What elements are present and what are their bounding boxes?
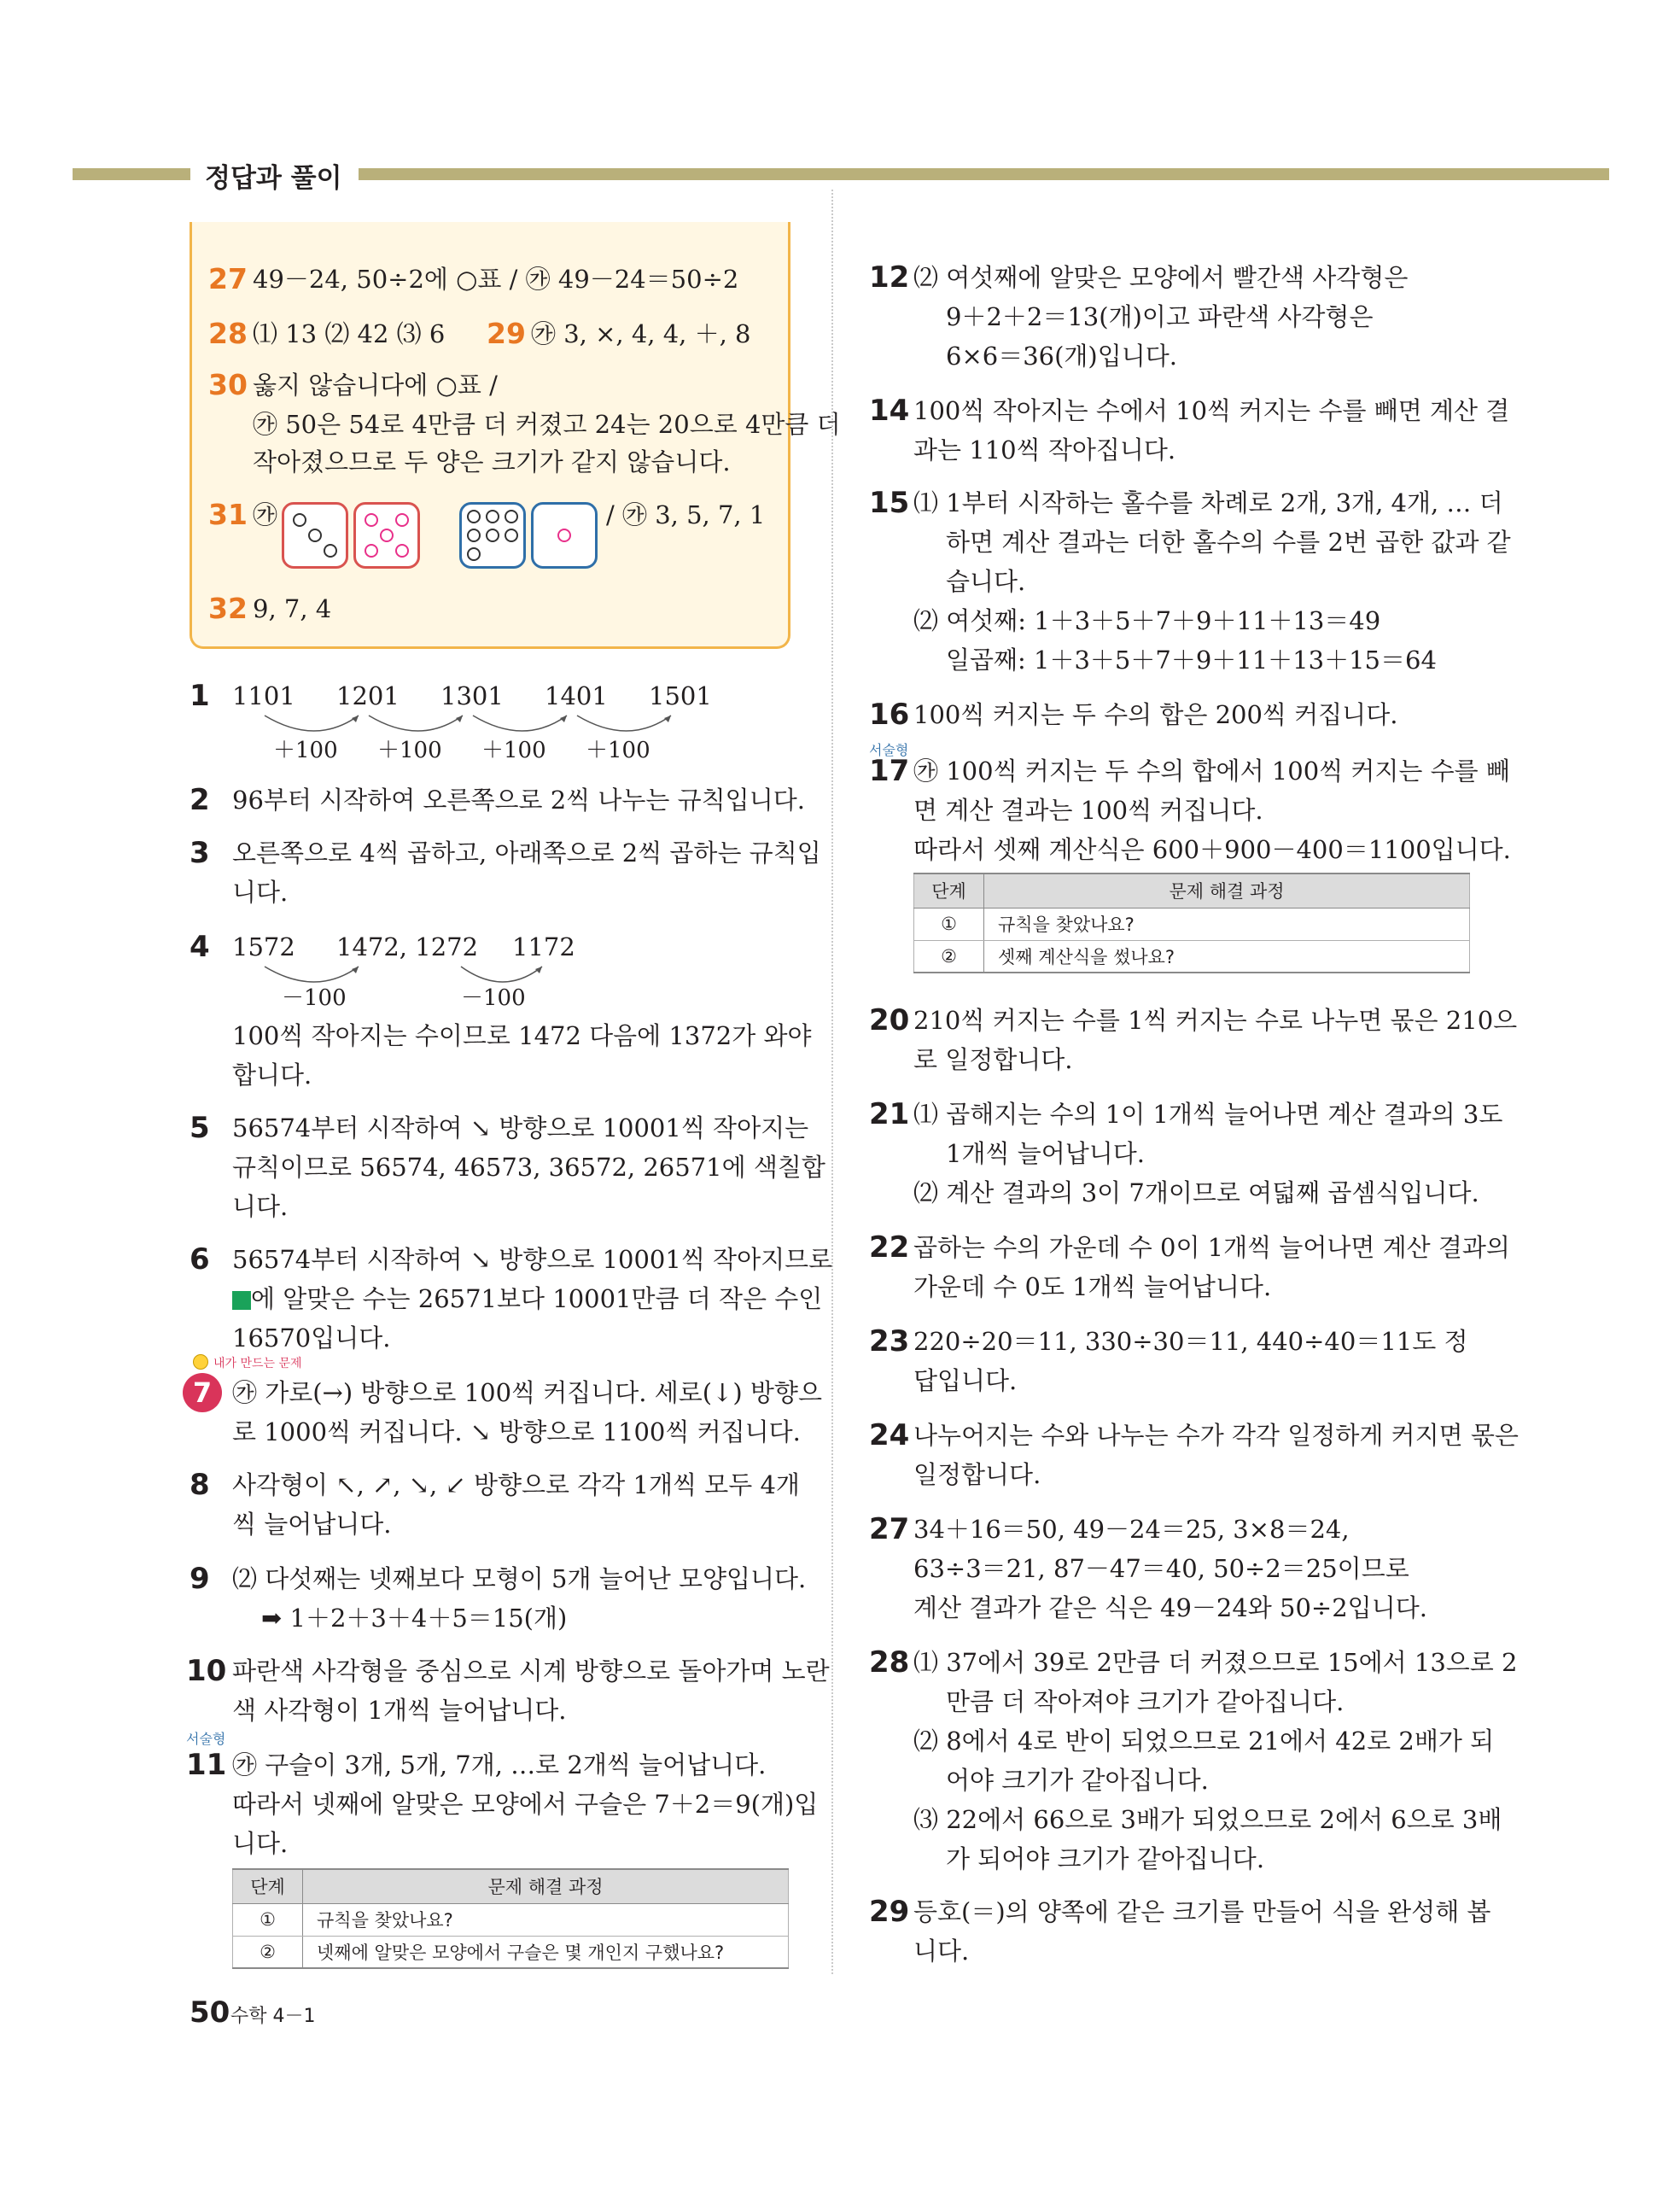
q15-line1: ⑴ 1부터 시작하는 홀수를 차례로 2개, 3개, 4개, … 더: [913, 488, 1503, 517]
table-row: [914, 940, 1470, 973]
q28-line5: ⑶ 22에서 66으로 3배가 되었으므로 2에서 6으로 3배: [913, 1805, 1502, 1834]
q1-step-3: ＋100: [481, 738, 546, 763]
q4-step-1: －100: [282, 985, 347, 1011]
q10-number: 10: [186, 1654, 227, 1688]
smile-icon: [193, 1354, 208, 1370]
q15-line3: 습니다.: [946, 567, 1026, 596]
q20-line2: 로 일정합니다.: [913, 1045, 1073, 1074]
q12-line3: 6×6＝36(개)입니다.: [946, 342, 1178, 371]
q11-tag: 서술형: [186, 1731, 226, 1747]
q8-line1: 사각형이 ↖, ↗, ↘, ↙ 방향으로 각각 1개씩 모두 4개: [232, 1470, 800, 1499]
q6-line3: 16570입니다.: [232, 1323, 391, 1353]
header-bar-right: [359, 168, 1609, 180]
q6-line2-wrap: [232, 1279, 822, 1318]
q2-text: 96부터 시작하여 오른쪽으로 2씩 나누는 규칙입니다.: [232, 786, 805, 815]
q1-value-1: 1101: [232, 681, 295, 710]
q11-row2-step: ②: [233, 1936, 303, 1968]
q23-line2: 답입니다.: [913, 1366, 1018, 1395]
table-row: [233, 1936, 789, 1968]
q1-value-5: 1501: [649, 681, 712, 710]
q22-number: 22: [869, 1230, 910, 1265]
q3-line1: 오른쪽으로 4씩 곱하고, 아래쪽으로 2씩 곱하는 규칙입: [232, 838, 821, 868]
box-answer-27: 49－24, 50÷2에 ○표 / ㉮ 49－24＝50÷2: [253, 265, 739, 294]
q1-step-2: ＋100: [377, 738, 442, 763]
q17-line2: 면 계산 결과는 100씩 커집니다.: [913, 796, 1263, 825]
q11-number: 11: [186, 1748, 227, 1782]
q5-line3: 니다.: [232, 1192, 289, 1221]
q27-number: 27: [869, 1512, 910, 1546]
q22-line1: 곱하는 수의 가운데 수 0이 1개씩 늘어나면 계산 결과의: [913, 1233, 1510, 1262]
table-row: [233, 1903, 789, 1936]
q15-line4: ⑵ 여섯째: 1＋3＋5＋7＋9＋11＋13＝49: [913, 606, 1381, 635]
q7-number: 7: [183, 1373, 222, 1412]
q6-line2: 에 알맞은 수는 26571보다 10001만큼 더 작은 수인: [251, 1284, 823, 1313]
q11-table: [232, 1868, 789, 1969]
q17-line1: ㉮ 100씩 커지는 두 수의 합에서 100씩 커지는 수를 빼: [913, 757, 1510, 786]
q28-number: 28: [869, 1645, 910, 1680]
box-answer-28: ⑴ 13 ⑵ 42 ⑶ 6: [253, 319, 446, 348]
q7-line1: ㉮ 가로(→) 방향으로 100씩 커집니다. 세로(↓) 방향으: [232, 1378, 822, 1407]
q17-number: 17: [869, 754, 910, 788]
q15-number: 15: [869, 486, 910, 520]
q15-line2: 하면 계산 결과는 더한 홀수의 수를 2번 곱한 값과 같: [946, 528, 1511, 557]
box-number-29: 29: [487, 317, 526, 350]
q28-line3: ⑵ 8에서 4로 반이 되었으므로 21에서 42로 2배가 되: [913, 1727, 1495, 1756]
q17-row1-step: ①: [914, 908, 984, 940]
green-square-icon: [232, 1291, 251, 1310]
q6-line1: 56574부터 시작하여 ↘ 방향으로 10001씩 작아지므로: [232, 1245, 833, 1274]
q17-row1-text: 규칙을 찾았나요?: [984, 908, 1470, 940]
q11-table-header-step: 단계: [233, 1869, 303, 1903]
q14-number: 14: [869, 394, 910, 428]
q23-line1: 220÷20＝11, 330÷30＝11, 440÷40＝11도 정: [913, 1327, 1468, 1356]
box-answer-32: 9, 7, 4: [253, 594, 332, 623]
q14-line2: 과는 110씩 작아집니다.: [913, 435, 1176, 464]
q4-line1: 100씩 작아지는 수이므로 1472 다음에 1372가 와야: [232, 1021, 812, 1050]
die-one-blue: [531, 502, 598, 569]
q28-line4: 어야 크기가 같아집니다.: [946, 1766, 1209, 1795]
q8-line2: 씩 늘어납니다.: [232, 1510, 392, 1539]
q28-line1: ⑴ 37에서 39로 2만큼 더 커졌으므로 15에서 13으로 2: [913, 1648, 1518, 1677]
q21-line3: ⑵ 계산 결과의 3이 7개이므로 여덟째 곱셈식입니다.: [913, 1178, 1479, 1207]
q3-number: 3: [190, 836, 210, 870]
q9-line2: ➡ 1＋2＋3＋4＋5＝15(개): [261, 1604, 568, 1633]
q10-line2: 색 사각형이 1개씩 늘어납니다.: [232, 1696, 567, 1725]
q21-number: 21: [869, 1097, 910, 1131]
q12-line2: 9＋2＋2＝13(개)이고 파란색 사각형은: [946, 302, 1374, 331]
q17-table-header-process: 문제 해결 과정: [984, 873, 1470, 908]
q6-number: 6: [190, 1242, 210, 1277]
q29-number: 29: [869, 1895, 910, 1929]
q11-line1: ㉮ 구슬이 3개, 5개, 7개, …로 2개씩 늘어납니다.: [232, 1750, 767, 1779]
q11-line3: 니다.: [232, 1829, 289, 1858]
q27-line3: 계산 결과가 같은 식은 49－24와 50÷2입니다.: [913, 1593, 1427, 1622]
q24-number: 24: [869, 1418, 910, 1452]
q4-line2: 합니다.: [232, 1060, 312, 1090]
q10-line1: 파란색 사각형을 중심으로 시계 방향으로 돌아가며 노란: [232, 1656, 830, 1686]
q3-line2: 니다.: [232, 878, 289, 907]
die-seven-blue: [459, 502, 526, 569]
q1-value-3: 1301: [440, 681, 504, 710]
q15-line5: 일곱째: 1＋3＋5＋7＋9＋11＋13＋15＝64: [946, 646, 1437, 675]
q21-line2: 1개씩 늘어납니다.: [946, 1139, 1145, 1168]
box-number-32: 32: [208, 592, 248, 625]
q1-value-4: 1401: [545, 681, 608, 710]
box-number-28: 28: [208, 317, 248, 350]
book-title: 수학 4－1: [230, 2006, 316, 2027]
q12-line1: ⑵ 여섯째에 알맞은 모양에서 빨간색 사각형은: [913, 263, 1409, 292]
q5-number: 5: [190, 1111, 210, 1145]
q1-value-2: 1201: [336, 681, 400, 710]
table-row: [914, 908, 1470, 940]
q1-step-4: ＋100: [586, 738, 650, 763]
q7-line2: 로 1000씩 커집니다. ↘ 방향으로 1100씩 커집니다.: [232, 1417, 801, 1446]
q2-number: 2: [190, 783, 210, 817]
box-number-27: 27: [208, 262, 248, 295]
q11-row2-text: 넷째에 알맞은 모양에서 구슬은 몇 개인지 구했나요?: [303, 1936, 789, 1968]
box-answer-29: ㉮ 3, ×, 4, 4, ＋, 8: [531, 319, 751, 348]
q5-line2: 규칙이므로 56574, 46573, 36572, 26571에 색칠합: [232, 1153, 825, 1182]
q16-number: 16: [869, 698, 910, 732]
header-bar-left: [73, 168, 190, 180]
q11-line2: 따라서 넷째에 알맞은 모양에서 구슬은 7＋2＝9(개)입: [232, 1790, 819, 1819]
q9-number: 9: [190, 1562, 210, 1596]
q9-line1: ⑵ 다섯째는 넷째보다 모형이 5개 늘어난 모양입니다.: [232, 1564, 807, 1593]
page-number: 50: [190, 1995, 230, 2030]
q27-line2: 63÷3＝21, 87－47＝40, 50÷2＝25이므로: [913, 1554, 1409, 1583]
q14-line1: 100씩 작아지는 수에서 10씩 커지는 수를 빼면 계산 결: [913, 396, 1510, 425]
q20-line1: 210씩 커지는 수를 1씩 커지는 수로 나누면 몫은 210으: [913, 1006, 1518, 1035]
q17-table: [913, 873, 1470, 973]
q11-row1-text: 규칙을 찾았나요?: [303, 1903, 789, 1936]
q4-number: 4: [190, 930, 210, 964]
q22-line2: 가운데 수 0도 1개씩 늘어납니다.: [913, 1272, 1272, 1301]
die-three-red: [282, 502, 348, 569]
q1-step-1: ＋100: [273, 738, 338, 763]
q17-tag: 서술형: [869, 742, 909, 758]
page-title: 정답과 풀이: [205, 163, 342, 194]
q8-number: 8: [190, 1468, 210, 1502]
box-answer-30-line1: 옳지 않습니다에 ○표 /: [253, 371, 498, 400]
q7-tag: 내가 만드는 문제: [213, 1357, 302, 1370]
q28-line2: 만큼 더 작아져야 크기가 같아집니다.: [946, 1687, 1345, 1716]
q17-row2-step: ②: [914, 940, 984, 973]
q24-line2: 일정합니다.: [913, 1460, 1041, 1489]
box-number-31: 31: [208, 498, 248, 531]
box-answer-31-prefix: ㉮: [253, 500, 278, 529]
q29-line1: 등호(＝)의 양쪽에 같은 크기를 만들어 식을 완성해 봅: [913, 1897, 1491, 1926]
q4-value-2: 1472, 1272: [336, 932, 479, 961]
q28-line6: 가 되어야 크기가 같아집니다.: [946, 1844, 1265, 1873]
q23-number: 23: [869, 1324, 910, 1358]
q16-text: 100씩 커지는 두 수의 합은 200씩 커집니다.: [913, 700, 1398, 729]
q17-table-header-step: 단계: [914, 873, 984, 908]
q1-number: 1: [190, 679, 210, 713]
q21-line1: ⑴ 곱해지는 수의 1이 1개씩 늘어나면 계산 결과의 3도: [913, 1100, 1503, 1129]
q4-value-3: 1172: [512, 932, 575, 961]
q17-row2-text: 셋째 계산식을 썼나요?: [984, 940, 1470, 973]
box-answer-30-line2: ㉮ 50은 54로 4만큼 더 커졌고 24는 20으로 4만큼 더: [253, 410, 841, 439]
q12-number: 12: [869, 260, 910, 295]
column-divider: [831, 190, 833, 1974]
q11-row1-step: ①: [233, 1903, 303, 1936]
q24-line1: 나누어지는 수와 나누는 수가 각각 일정하게 커지면 몫은: [913, 1421, 1519, 1450]
q4-value-1: 1572: [232, 932, 295, 961]
q29-line2: 니다.: [913, 1937, 970, 1966]
q4-step-2: －100: [461, 985, 526, 1011]
q5-line1: 56574부터 시작하여 ↘ 방향으로 10001씩 작아지는: [232, 1113, 809, 1142]
box-answer-30-line3: 작아졌으므로 두 양은 크기가 같지 않습니다.: [253, 447, 731, 476]
box-answer-31: / ㉮ 3, 5, 7, 1: [606, 500, 766, 529]
q20-number: 20: [869, 1003, 910, 1037]
q17-line3: 따라서 셋째 계산식은 600＋900－400＝1100입니다.: [913, 835, 1511, 864]
q11-table-header-process: 문제 해결 과정: [303, 1869, 789, 1903]
box-number-30: 30: [208, 368, 248, 401]
q27-line1: 34＋16＝50, 49－24＝25, 3×8＝24,: [913, 1515, 1350, 1544]
die-five-red: [353, 502, 420, 569]
